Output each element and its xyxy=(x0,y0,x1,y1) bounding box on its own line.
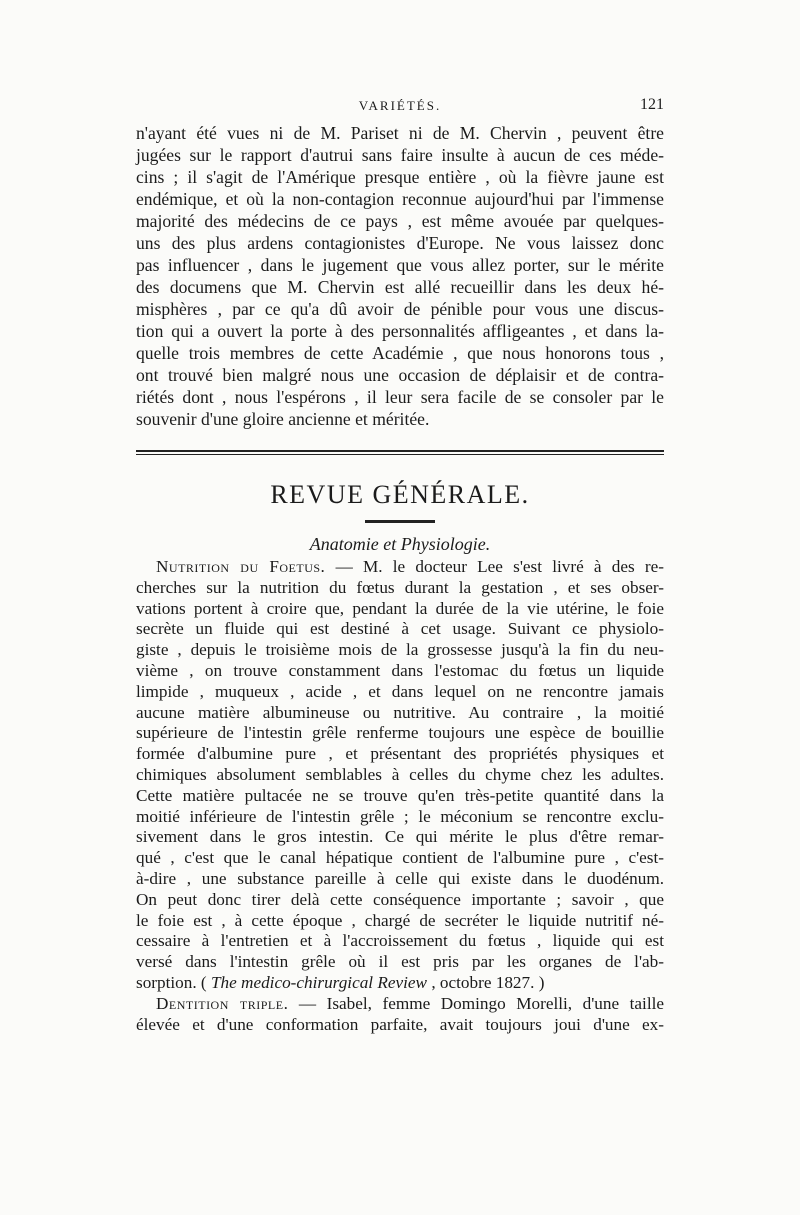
text-line: misphères , par ce qu'a dû avoir de pénible pour vous une discus- xyxy=(136,299,664,319)
text-line: endémique, et où la non-contagion reconnue aujourd'hui par l'immense xyxy=(136,189,664,209)
section-title: REVUE GÉNÉRALE. xyxy=(270,480,530,509)
text-line: cessaire à l'entretien et à l'accroissement du fœtus , liquide qui est xyxy=(136,931,664,951)
text-line: aucune matière albumineuse ou nutritive. Au contraire , la moitié xyxy=(136,702,664,722)
subsection-title: Anatomie et Physiologie. xyxy=(309,534,491,554)
rule-thick xyxy=(136,450,664,452)
text-line: cins ; il s'agit de l'Amérique presque entière , où la fièvre jaune est xyxy=(136,167,664,187)
text-line: quelle trois membres de cette Académie , que nous honorons tous , xyxy=(136,343,664,363)
text-line: n'ayant été vues ni de M. Pariset ni de M. Chervin , peuvent être xyxy=(136,123,664,143)
article-dentition-triple xyxy=(136,994,664,1036)
text-line: jugées sur le rapport d'autrui sans faire insulte à aucun de ces méde- xyxy=(136,145,664,165)
running-head xyxy=(136,92,664,122)
text-line: le foie est , à cette époque , chargé de secréter le liquide nutritif né- xyxy=(136,910,664,930)
text-line: pas influencer , dans le jugement que vous allez porter, sur le mérite xyxy=(136,255,664,275)
article-nutrition-foetus xyxy=(136,557,664,994)
article2-first-line-text: — Isabel, femme Domingo Morelli, d'une taille xyxy=(288,993,664,1013)
text-line: tion qui a ouvert la porte à des personnalités affligeantes , et dans la- xyxy=(136,321,664,341)
text-line: ont trouvé bien malgré nous une occasion de déplaisir et de contra- xyxy=(136,365,664,385)
text-line: limpide , muqueux , acide , et dans lequel on ne rencontre jamais xyxy=(136,681,664,701)
text-line: des documens que M. Chervin est allé recueillir dans les deux hé- xyxy=(136,277,664,297)
intro-paragraph xyxy=(136,122,664,430)
text-line: vations portent à croire que, pendant la durée de la vie utérine, le foie xyxy=(136,598,664,618)
text-line: cherches sur la nutrition du fœtus durant la gestation , et ses obser- xyxy=(136,577,664,597)
text-line: vième , on trouve constamment dans l'estomac du fœtus un liquide xyxy=(136,660,664,680)
text-line: qué , c'est que le canal hépatique contient de l'albumine pure , c'est- xyxy=(136,848,664,868)
article2-first-line xyxy=(136,994,664,1015)
double-rule xyxy=(136,450,664,455)
running-title: VARIÉTÉS. xyxy=(358,98,442,113)
text-line: On peut donc tirer delà cette conséquence importante ; savoir , que xyxy=(136,889,664,909)
section-ornament-rule xyxy=(365,520,435,523)
text-line: moitié inférieure de l'intestin grêle ; le méconium se rencontre exclu- xyxy=(136,806,664,826)
page xyxy=(136,92,664,1035)
citation-source: The medico-chirurgical Review xyxy=(210,972,428,992)
article2-heading: Dentition triple. xyxy=(156,993,289,1013)
text-line: secrète un fluide qui est destiné à cet usage. Suivant ce physiolo- xyxy=(136,619,664,639)
article-body xyxy=(136,578,664,973)
article2-second-line: élevée et d'une conformation parfaite, avait toujours joui d'une ex- xyxy=(136,1014,664,1034)
text-line: majorité des médecins de ce pays , est même avouée par quelques- xyxy=(136,211,664,231)
text-line: à-dire , une substance pareille à celle qui existe dans le duodénum. xyxy=(136,868,664,888)
page-number: 121 xyxy=(640,96,664,113)
rule-thin xyxy=(136,454,664,455)
text-line: souvenir d'une gloire ancienne et méritée. xyxy=(136,409,430,429)
text-line: sivement dans le gros intestin. Ce qui mérite le plus d'être remar- xyxy=(136,827,664,847)
text-line: riétés dont , nous l'espérons , il leur sera facile de se consoler par le xyxy=(136,387,664,407)
article-heading: Nutrition du Foetus. xyxy=(156,557,326,576)
text-line: giste , depuis le troisième mois de la grossesse jusqu'à la fin du neu- xyxy=(136,640,664,660)
text-line: formée d'albumine pure , et présentant des propriétés physiques et xyxy=(136,744,664,764)
article-last-line xyxy=(136,973,664,994)
text-line: supérieure de l'intestin grêle renferme toujours une espèce de bouillie xyxy=(136,723,664,743)
citation-close: , octobre 1827. ) xyxy=(427,972,545,992)
text-line: Cette matière pultacée ne se trouve qu'en très-petite quantité dans la xyxy=(136,785,664,805)
text-line: versé dans l'intestin grêle où il est pris par les organes de l'ab- xyxy=(136,952,664,972)
citation-open: sorption. ( xyxy=(136,972,211,992)
text-line: chimiques absolument semblables à celles du chyme chez les adultes. xyxy=(136,764,664,784)
text-line: uns des plus ardens contagionistes d'Europe. Ne vous laissez donc xyxy=(136,233,664,253)
article-first-line-text: — M. le docteur Lee s'est livré à des re- xyxy=(325,557,664,576)
article-first-line xyxy=(136,557,664,578)
